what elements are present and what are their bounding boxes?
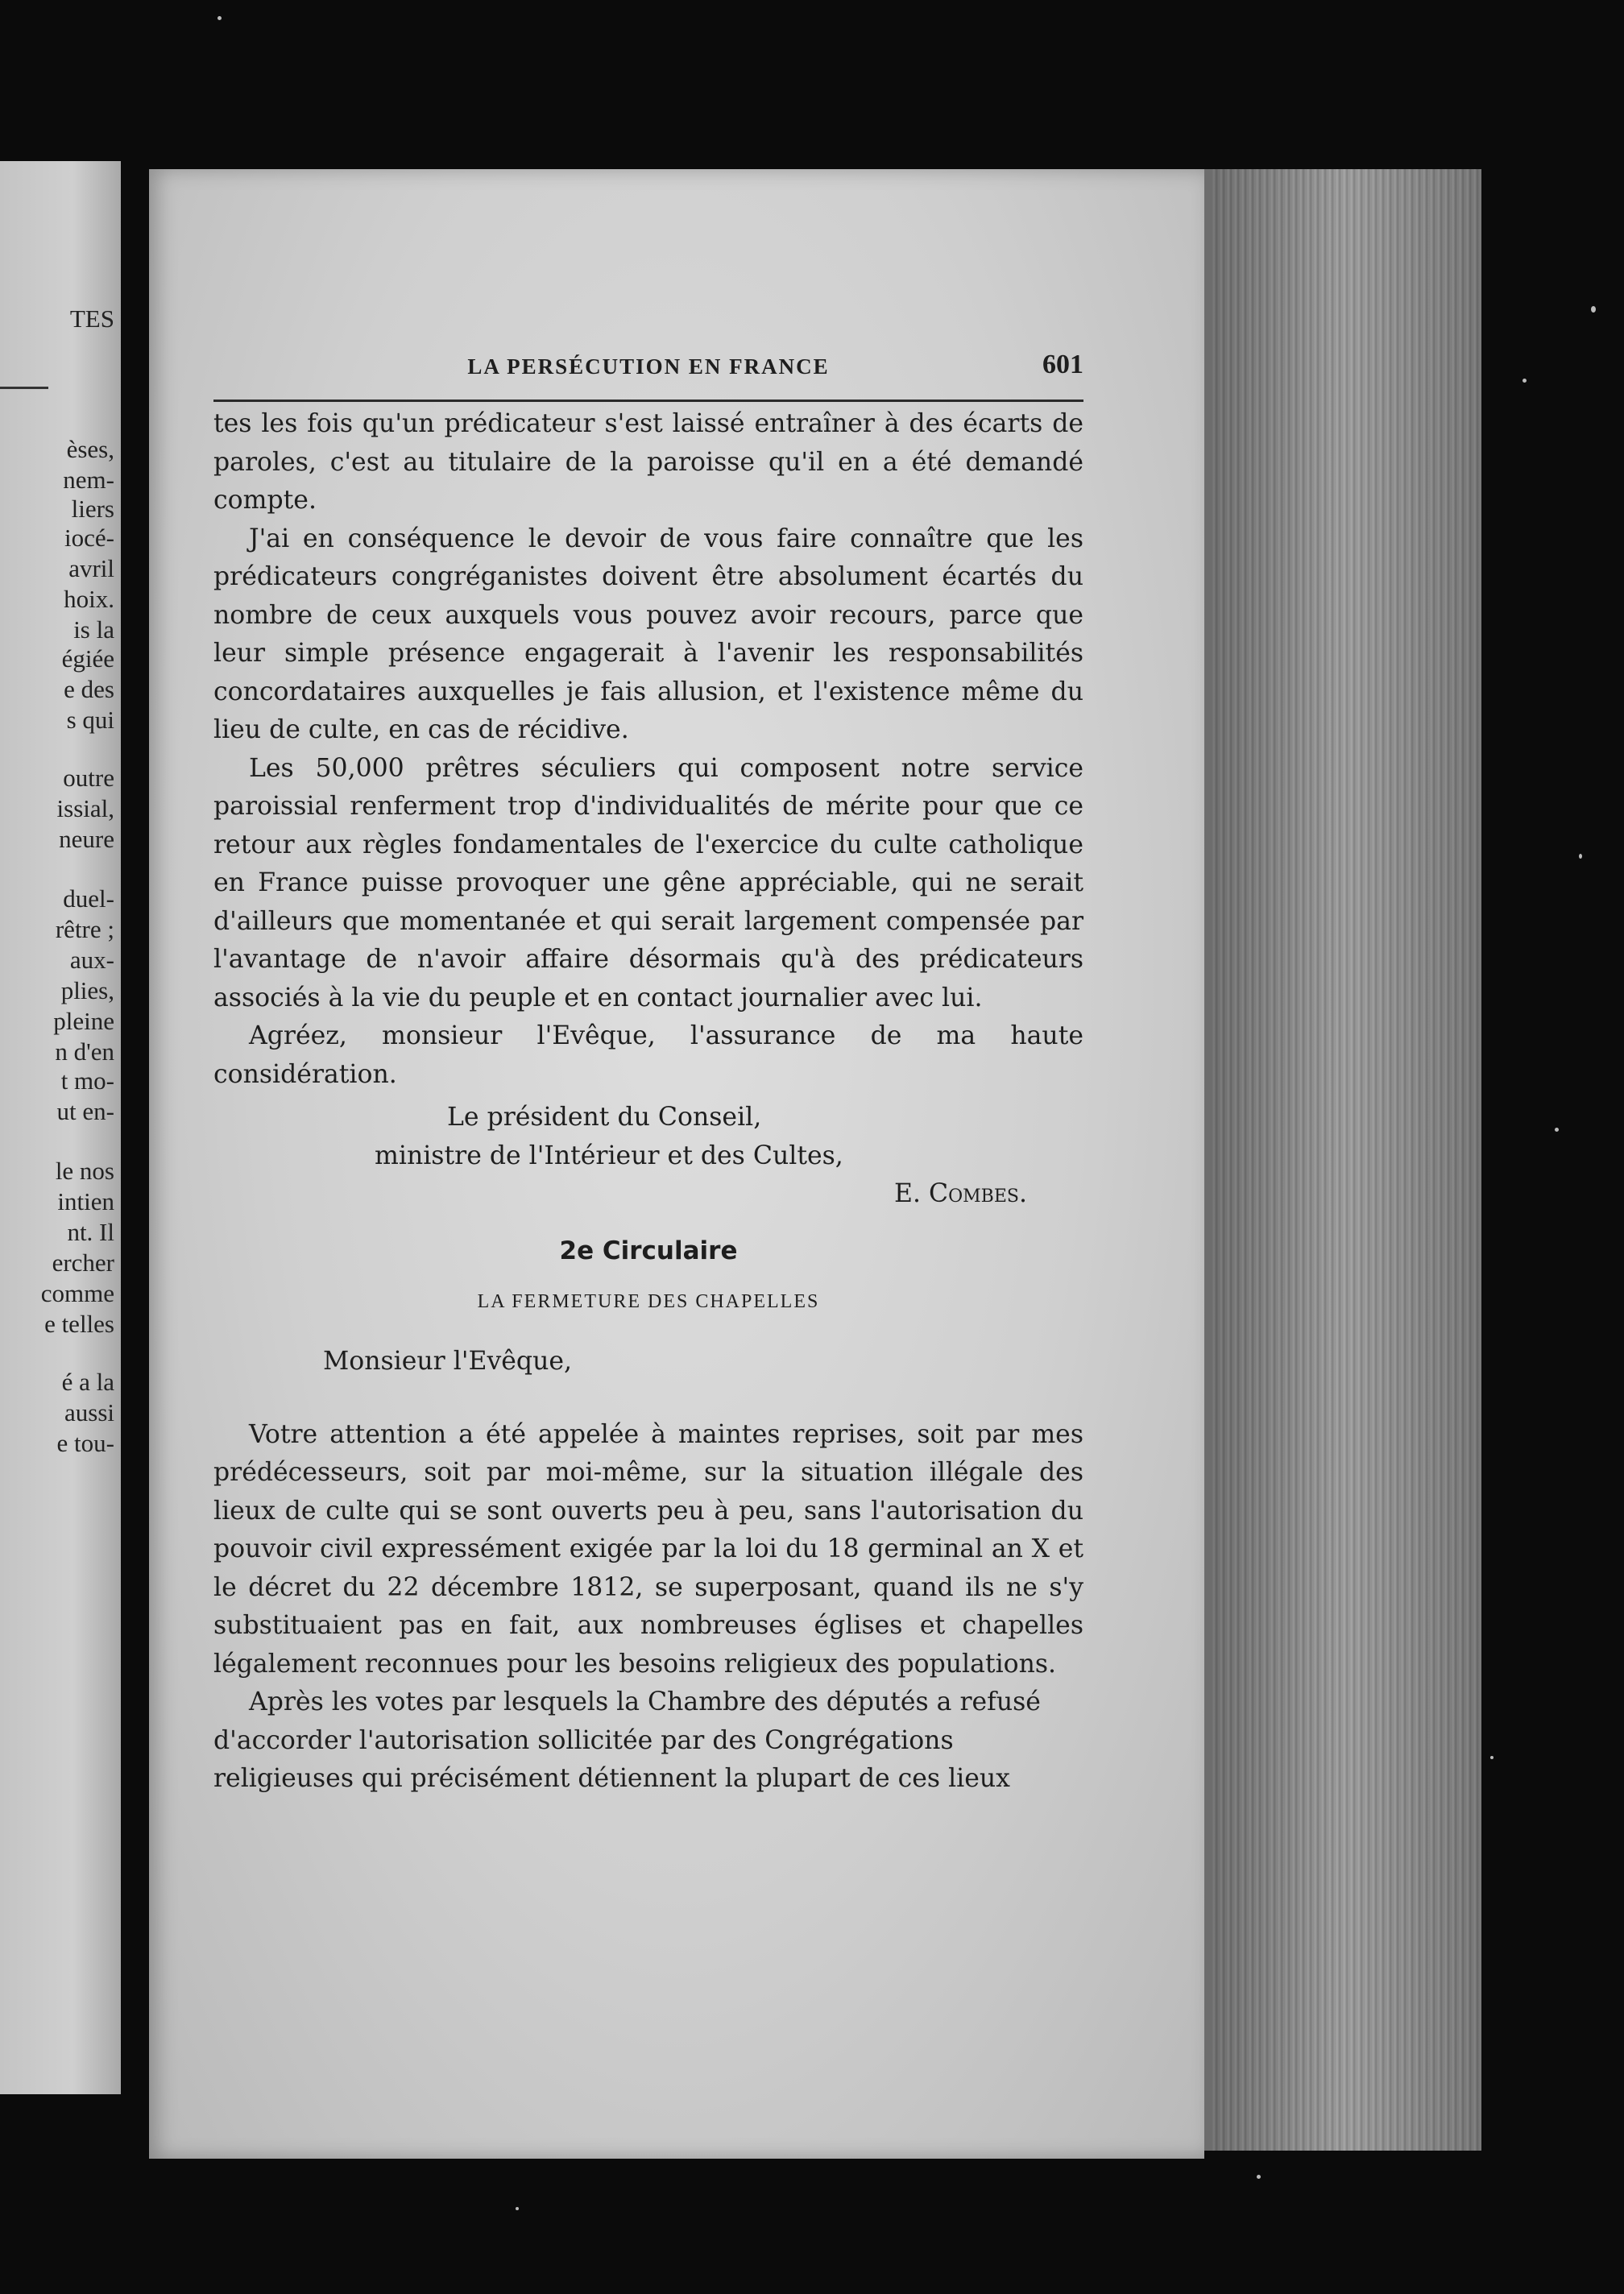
facing-page-fragment: rêtre ; (55, 915, 114, 943)
section-subtitle: LA FERMETURE DES CHAPELLES (477, 1290, 820, 1312)
facing-page-fragment: is la (73, 615, 114, 644)
running-head-title: LA PERSÉCUTION EN FRANCE (467, 354, 830, 379)
section-title: 2e Circulaire (559, 1236, 738, 1265)
facing-page-fragment: ercher (52, 1248, 114, 1277)
signature-name: E. Combes. (894, 1179, 1027, 1208)
running-head (213, 350, 1083, 400)
facing-page-fragment: égiée (61, 644, 114, 673)
facing-page-fragment: t mo- (60, 1066, 114, 1095)
facing-page-fragment: intien (57, 1187, 114, 1215)
facing-page-fragment: avril (68, 554, 114, 582)
book-page (149, 169, 1204, 2159)
facing-page-fragment: e tou- (56, 1429, 114, 1457)
facing-page-fragment: n d'en (55, 1037, 114, 1066)
circular-body (213, 1416, 1083, 1799)
facing-page-fragment: s qui (66, 706, 114, 734)
facing-page-fragment: liers (71, 495, 114, 523)
facing-page-text (0, 161, 118, 2094)
salutation: Monsieur l'Evêque, (323, 1346, 573, 1376)
signature-line: Le président du Conseil, (447, 1103, 762, 1132)
facing-page-fragment: comme (40, 1279, 114, 1307)
facing-page-fragment: plies, (60, 976, 114, 1004)
dust-speck (1579, 854, 1582, 859)
facing-page-fragment: e des (64, 675, 114, 703)
signature-line: ministre de l'Intérieur et des Cultes, (375, 1141, 843, 1170)
facing-page-fragment: aux- (69, 946, 114, 974)
paragraph: Agréez, monsieur l'Evêque, l'assurance de ma haute considération. (213, 1021, 1083, 1089)
facing-page-fragment: outre (63, 764, 114, 792)
signature-block (213, 1099, 1083, 1214)
facing-page-fragment: nem- (63, 466, 114, 494)
facing-page-fragment: duel- (63, 884, 114, 913)
paragraph: Les 50,000 prêtres séculiers qui composent notre service paroissial renferment trop d'individualités de mérite pour que ce retour aux règles fondamentales de l'exercice du culte catholique en France puisse provoquer une gêne appréciable, qui ne serait d'ailleurs que momentanée et qui serait largement compensée par l'avantage de n'avoir affaire désormais qu'à des prédicateurs associés à la vie du peuple et en contact journalier avec lui. (213, 753, 1083, 1012)
header-rule (213, 400, 1083, 402)
facing-page-fragment: issial, (56, 794, 114, 822)
book-fore-edge (1200, 169, 1481, 2151)
facing-page-fragment: hoix. (64, 585, 114, 613)
paragraph: Après les votes par lesquels la Chambre des députés a refusé d'accorder l'autorisation sollicitée par des Congrégations religieuses qui précisément détiennent la plupart de ces lieux (213, 1687, 1041, 1793)
facing-page-fragment: e telles (44, 1310, 114, 1338)
facing-page-fragment: ut en- (56, 1097, 114, 1125)
page-text-block (213, 350, 1083, 1799)
dust-speck (218, 16, 222, 20)
facing-page-fragment: le nos (55, 1157, 114, 1185)
paragraph: Votre attention a été appelée à maintes reprises, soit par mes prédécesseurs, soit par moi-même, sur la situation illégale des lieux de culte qui se sont ouverts peu à peu, sans l'autorisation du pouvoir civil expressément exigée par la loi du 18 germinal an X et le décret du 22 décembre 1812, se superposant, quand ils ne s'y substituaient pas en fait, aux nombreuses églises et chapelles légalement reconnues pour les besoins religieux des populations. (213, 1419, 1083, 1679)
facing-page-fragment: iocé- (64, 524, 114, 552)
dust-speck (1555, 1128, 1559, 1132)
dust-speck (1591, 306, 1596, 313)
dust-speck (1490, 1756, 1494, 1759)
facing-page-fragment: aussi (64, 1398, 114, 1427)
paragraph: tes les fois qu'un prédicateur s'est laissé entraîner à des écarts de paroles, c'est au titulaire de la paroisse qu'il en a été demandé compte. (213, 409, 1083, 515)
facing-page-fragment: pleine (53, 1007, 114, 1035)
facing-page-fragment: TES (69, 304, 114, 333)
dust-speck (516, 2207, 519, 2210)
dust-speck (1257, 2175, 1261, 2179)
paragraph: J'ai en conséquence le devoir de vous faire connaître que les prédicateurs congréganistes doivent être absolument écartés du nombre de ceux auxquels vous pouvez avoir recours, parce que leur simple présence engagerait à l'avenir les responsabilités concordataires auxquelles je fais allusion, et l'existence même du lieu de culte, en cas de récidive. (213, 524, 1083, 744)
page-number: 601 (1042, 350, 1083, 379)
letter-body (213, 405, 1083, 1094)
facing-page-left (0, 161, 121, 2094)
dust-speck (1522, 379, 1527, 383)
facing-page-fragment: neure (59, 825, 114, 853)
facing-page-fragment: é a la (61, 1368, 114, 1396)
facing-page-fragment: èses, (66, 435, 114, 463)
facing-page-fragment: nt. Il (67, 1218, 114, 1246)
